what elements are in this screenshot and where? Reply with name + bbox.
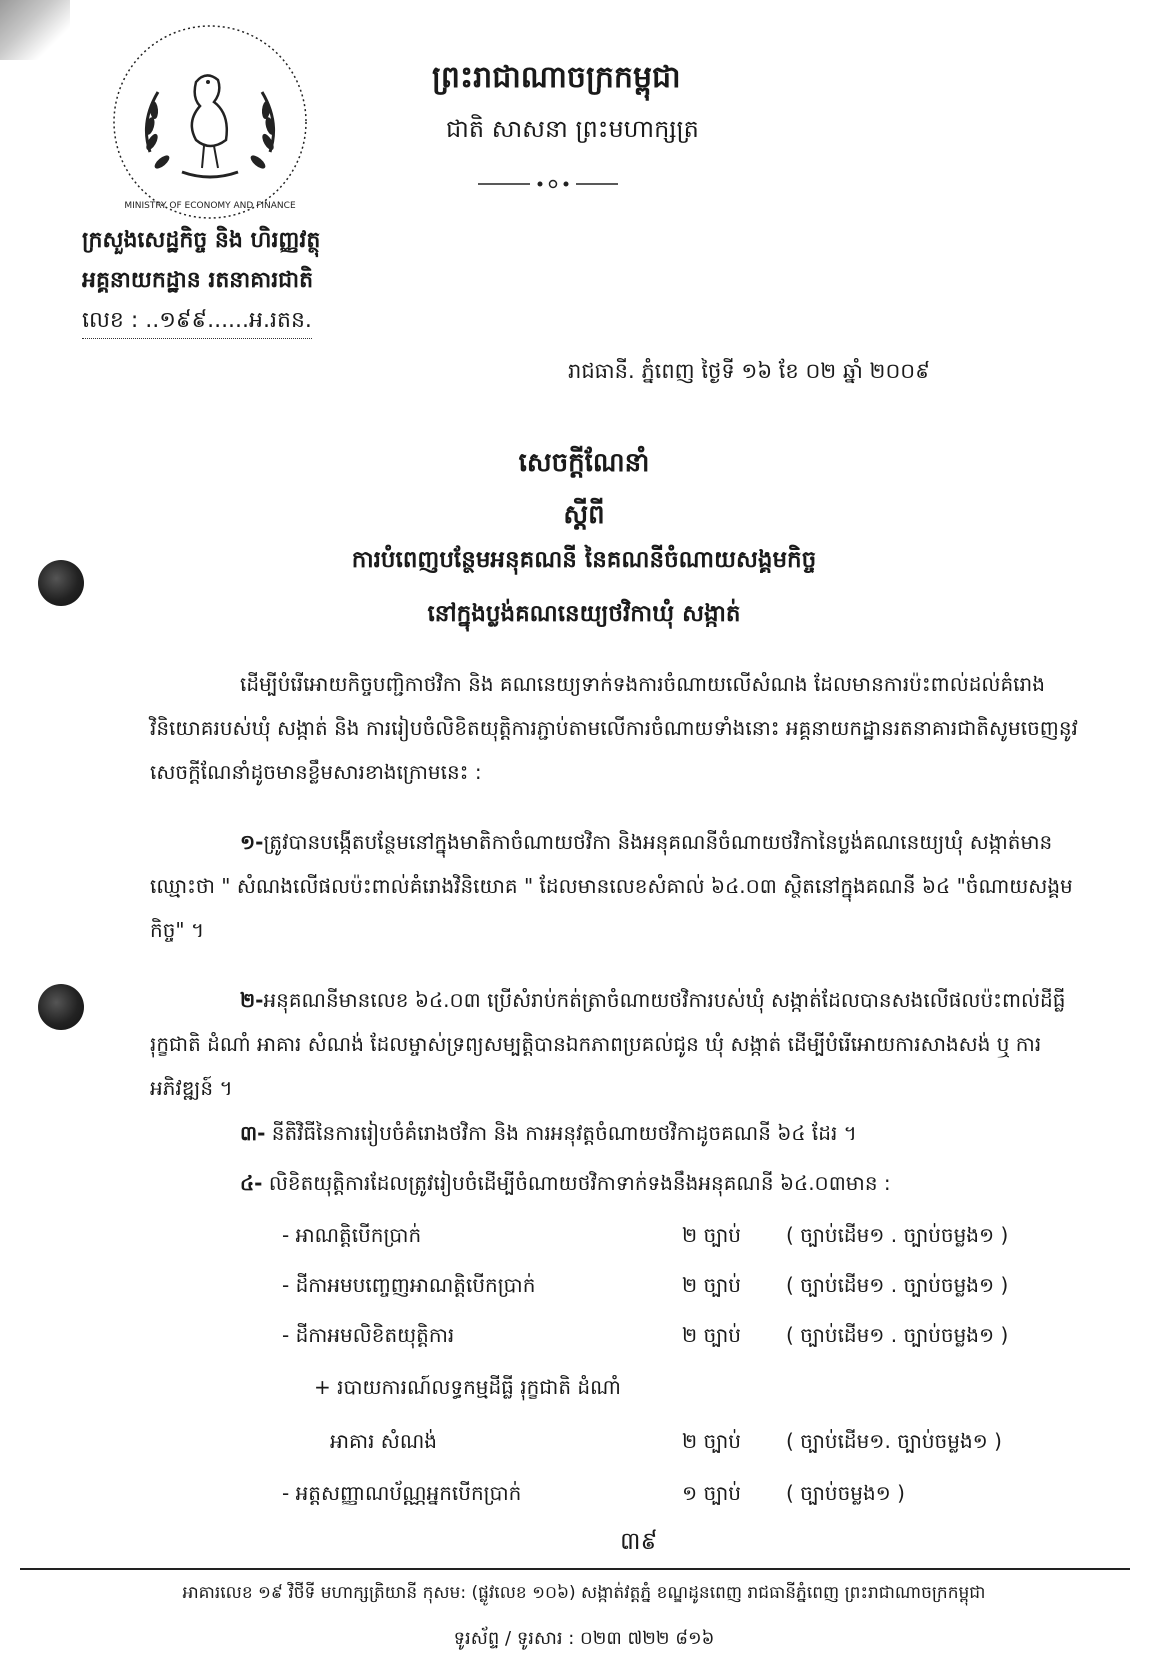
document-name: - ដីកាអមលិខិតយុត្តិការ	[282, 1323, 455, 1347]
document-list-item	[0, 1222, 1168, 1262]
document-name: - អត្តសញ្ញាណប័ណ្ណអ្នកបើកប្រាក់	[282, 1481, 522, 1505]
seal-english-text: MINISTRY OF ECONOMY AND FINANCE	[124, 201, 296, 211]
footer-address: អាគារលេខ ១៩ វិថីទី មហាក្សត្រិយានី កុសម: (ផ្លូវលេខ ១០៦) សង្កាត់វត្តភ្នំ ខណ្ឌដូនពេញ រាជធានីភ្នំពេញ ព្រះរាជាណាចក្រកម្ពុជា	[182, 1583, 986, 1603]
item-3-text: នីតិវិធីនៃការរៀបចំគំរោងថវិកា និង ការអនុវត្តចំណាយថវិកាដូចគណនី ៦៤ ដែរ ។	[265, 1121, 857, 1145]
intro-paragraph: ដើម្បីបំរើអោយកិច្ចបញ្ជិកាថវិកា និង គណនេយ្យទាក់ទងការចំណាយលើសំណង ដែលមានការប៉ះពាល់ដល់គំរោងវិនិយោគរបស់ឃុំ សង្កាត់ និង ការរៀបចំលិខិតយុត្តិការភ្ជាប់តាមលើការចំណាយទាំងនោះ អគ្គនាយកដ្ឋានរតនាគារជាតិសូមចេញនូវសេចក្តីណែនាំដូចមានខ្លឹមសារខាងក្រោមនេះ :	[150, 672, 1078, 784]
item-4-number: ៤-	[240, 1171, 263, 1195]
issuing-ministry: ក្រសួងសេដ្ឋកិច្ច និង ហិរញ្ញវត្ថុ	[82, 228, 321, 253]
title-subject-label: ស្តីពី	[563, 500, 605, 530]
document-copies-breakdown: ( ច្បាប់ដើម១. ច្បាប់ចម្លង១ )	[786, 1429, 1002, 1453]
document-copies: ២ ច្បាប់	[682, 1323, 741, 1347]
reference-number: លេខ : ..១៩៩......អ.រតន.	[82, 306, 312, 339]
document-list-item	[0, 1272, 1168, 1312]
document-sub-item: + របាយការណ៍លទ្ធកម្មដីធ្លី រុក្ខជាតិ ដំណាំ	[314, 1375, 621, 1399]
document-copies-breakdown: ( ច្បាប់ដើម១ . ច្បាប់ចម្លង១ )	[786, 1323, 1009, 1347]
national-motto: ជាតិ សាសនា ព្រះមហាក្សត្រ	[446, 115, 699, 143]
document-copies-breakdown: ( ច្បាប់ចម្លង១ )	[786, 1481, 905, 1505]
kingdom-heading: ព្រះរាជាណាចក្រកម្ពុជា	[432, 60, 681, 95]
ornamental-divider	[478, 178, 628, 190]
item-3-paragraph	[240, 1120, 857, 1150]
issuing-department: អគ្គនាយកដ្ឋាន រតនាគារជាតិ	[82, 268, 314, 293]
item-2-number: ២-	[240, 988, 264, 1012]
item-4-text: លិខិតយុត្តិការដែលត្រូវរៀបចំដើម្បីចំណាយថវិកាទាក់ទងនឹងអនុគណនី ៦៤.០៣មាន :	[262, 1171, 891, 1195]
document-name: អាគារ សំណង់	[330, 1429, 437, 1453]
ministry-seal-logo	[110, 22, 310, 222]
footer-phone: ទូរស័ព្ទ / ទូរសារ : ០២៣ ៧២២ ៨១៦	[453, 1628, 715, 1649]
document-name: - ដីកាអមបញ្ចេញអាណត្តិបើកប្រាក់	[282, 1273, 536, 1297]
item-2-text: អនុគណនីមានលេខ ៦៤.០៣ ប្រើសំរាប់កត់ត្រាចំណាយថវិការបស់ឃុំ សង្កាត់ដែលបានសងលើផលប៉ះពាល់ដីធ្លី រុក្ខជាតិ ដំណាំ អាគារ សំណង់ ដែលម្ចាស់ទ្រព្យសម្បត្តិបានឯកភាពប្រគល់ជូន ឃុំ សង្កាត់ ដើម្បីបំរើអោយការសាងសង់ ឬ ការអភិវឌ្ឍន៍ ។	[150, 988, 1066, 1100]
item-4-paragraph	[240, 1170, 891, 1200]
document-copies-breakdown: ( ច្បាប់ដើម១ . ច្បាប់ចម្លង១ )	[786, 1223, 1009, 1247]
document-list-item	[0, 1428, 1168, 1468]
document-copies: ១ ច្បាប់	[682, 1481, 741, 1505]
footer-divider	[20, 1568, 1130, 1570]
document-name: - អាណត្តិបើកប្រាក់	[282, 1223, 422, 1247]
item-1-number: ១-	[240, 830, 264, 854]
document-copies: ២ ច្បាប់	[682, 1273, 741, 1297]
document-copies-breakdown: ( ច្បាប់ដើម១ . ច្បាប់ចម្លង១ )	[786, 1273, 1009, 1297]
title-subject-line1: ការបំពេញបន្ថែមអនុគណនី នៃគណនីចំណាយសង្គមកិច្ច	[351, 547, 817, 573]
item-3-number: ៣-	[240, 1121, 266, 1145]
item-1-paragraph	[150, 820, 1080, 952]
scan-corner-shadow	[0, 0, 70, 60]
issue-date: រាជធានី. ភ្នំពេញ ថ្ងៃទី ១៦ ខែ ០២ ឆ្នាំ ២០០៩	[568, 359, 931, 383]
document-title: សេចក្តីណែនាំ	[518, 448, 650, 478]
document-list-item	[0, 1480, 1168, 1520]
document-copies: ២ ច្បាប់	[682, 1429, 741, 1453]
page-number: ៣៩	[620, 1527, 658, 1555]
document-list-item	[0, 1322, 1168, 1362]
punch-hole-bottom	[38, 984, 84, 1030]
item-2-paragraph	[150, 978, 1080, 1110]
document-copies: ២ ច្បាប់	[682, 1223, 741, 1247]
title-subject-line2: នៅក្នុងប្លង់គណនេយ្យថវិកាឃុំ សង្កាត់	[427, 601, 741, 627]
item-1-text: ត្រូវបានបង្កើតបន្ថែមនៅក្នុងមាតិកាចំណាយថវិកា និងអនុគណនីចំណាយថវិកានៃប្លង់គណនេយ្យឃុំ សង្កាត់មានឈ្មោះថា " សំណងលើផលប៉ះពាល់គំរោងវិនិយោគ " ដែលមានលេខសំគាល់ ៦៤.០៣ ស្ថិតនៅក្នុងគណនី ៦៤ "ចំណាយសង្គមកិច្ច" ។	[150, 830, 1073, 942]
